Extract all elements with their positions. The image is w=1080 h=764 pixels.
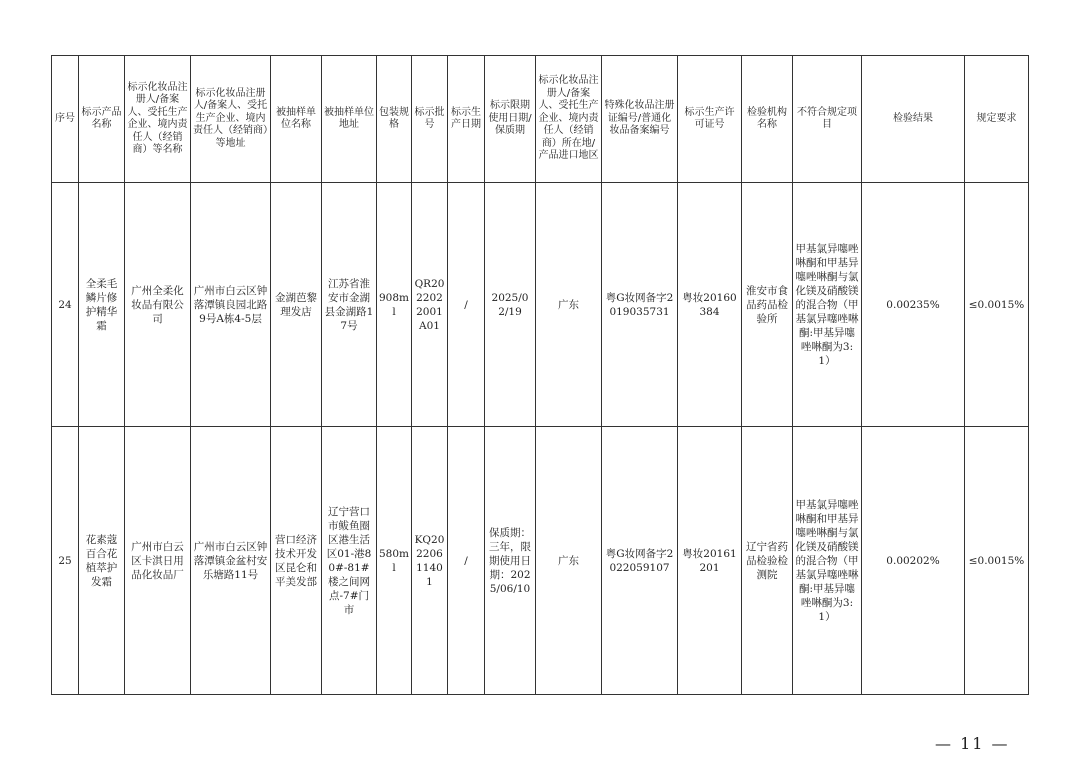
cell-lab: 辽宁省药品检验检测院 bbox=[742, 427, 793, 695]
cell-address: 广州市白云区钟落潭镇金盆村安乐塘路11号 bbox=[191, 427, 271, 695]
cell-batch: QR2022022001A01 bbox=[412, 183, 448, 427]
cell-company: 广州全柔化妆品有限公司 bbox=[125, 183, 191, 427]
header-row bbox=[52, 56, 1029, 183]
cell-address: 广州市白云区钟落潭镇良园北路9号A栋4-5层 bbox=[191, 183, 271, 427]
header-cell-sampled-unit: 被抽样单位名称 bbox=[271, 56, 322, 183]
cell-region: 广东 bbox=[536, 183, 602, 427]
header-cell-license: 标示生产许可证号 bbox=[678, 56, 742, 183]
cell-spec: 908ml bbox=[377, 183, 412, 427]
cell-license: 粤妆20160384 bbox=[678, 183, 742, 427]
header-cell-company: 标示化妆品注册人/备案人、受托生产企业、境内责任人（经销商）等名称 bbox=[125, 56, 191, 183]
cell-license: 粤妆20161201 bbox=[678, 427, 742, 695]
cell-sampled-unit: 金湖芭黎理发店 bbox=[271, 183, 322, 427]
header-cell-batch: 标示批号 bbox=[412, 56, 448, 183]
cell-result: 0.00202% bbox=[862, 427, 965, 695]
cell-no: 24 bbox=[52, 183, 79, 427]
cell-company: 广州市白云区卡淇日用品化妆品厂 bbox=[125, 427, 191, 695]
cell-sampled-address: 江苏省淮安市金湖县金湖路17号 bbox=[322, 183, 377, 427]
cell-prod-date: / bbox=[448, 427, 485, 695]
table-row bbox=[52, 183, 1029, 427]
cell-sampled-unit: 营口经济技术开发区昆仑和平美发部 bbox=[271, 427, 322, 695]
cell-expiry: 2025/02/19 bbox=[485, 183, 536, 427]
header-cell-result: 检验结果 bbox=[862, 56, 965, 183]
header-cell-spec: 包装规格 bbox=[377, 56, 412, 183]
header-cell-region: 标示化妆品注册人/备案人、受托生产企业、境内责任人（经销商）所在地/产品进口地区 bbox=[536, 56, 602, 183]
header-cell-prod-date: 标示生产日期 bbox=[448, 56, 485, 183]
cell-item: 甲基氯异噻唑啉酮和甲基异噻唑啉酮与氯化镁及硝酸镁的混合物（甲基氯异噻唑啉酮:甲基异噻唑啉酮为3:1） bbox=[793, 427, 862, 695]
header-cell-reg-no: 特殊化妆品注册证编号/普通化妆品备案编号 bbox=[602, 56, 678, 183]
header-cell-expiry: 标示限期使用日期/保质期 bbox=[485, 56, 536, 183]
cell-reg-no: 粤G妆网备字2022059107 bbox=[602, 427, 678, 695]
cell-product: 花素蔻百合花植萃护发霜 bbox=[79, 427, 125, 695]
cell-no: 25 bbox=[52, 427, 79, 695]
table-row bbox=[52, 427, 1029, 695]
cell-sampled-address: 辽宁营口市鲅鱼圈区港生活区01-港80#-81#楼之间网点-7#门市 bbox=[322, 427, 377, 695]
cell-limit: ≤0.0015% bbox=[965, 427, 1029, 695]
cell-item: 甲基氯异噻唑啉酮和甲基异噻唑啉酮与氯化镁及硝酸镁的混合物（甲基氯异噻唑啉酮:甲基异噻唑啉酮为3:1） bbox=[793, 183, 862, 427]
page-number: — 11 — bbox=[935, 734, 1010, 753]
cell-limit: ≤0.0015% bbox=[965, 183, 1029, 427]
cell-lab: 淮安市食品药品检验所 bbox=[742, 183, 793, 427]
header-cell-item: 不符合规定项目 bbox=[793, 56, 862, 183]
inspection-results-table bbox=[51, 55, 1029, 695]
header-cell-sampled-address: 被抽样单位地址 bbox=[322, 56, 377, 183]
cell-region: 广东 bbox=[536, 427, 602, 695]
cell-spec: 580ml bbox=[377, 427, 412, 695]
cell-result: 0.00235% bbox=[862, 183, 965, 427]
header-cell-product: 标示产品名称 bbox=[79, 56, 125, 183]
cell-batch: KQ20220611401 bbox=[412, 427, 448, 695]
cell-prod-date: / bbox=[448, 183, 485, 427]
header-cell-no: 序号 bbox=[52, 56, 79, 183]
header-cell-lab: 检验机构名称 bbox=[742, 56, 793, 183]
header-cell-limit: 规定要求 bbox=[965, 56, 1029, 183]
header-cell-address: 标示化妆品注册人/备案人、受托生产企业、境内责任人（经销商）等地址 bbox=[191, 56, 271, 183]
cell-product: 全柔毛鳞片修护精华霜 bbox=[79, 183, 125, 427]
cell-expiry: 保质期：三年，限期使用日期：2025/06/10 bbox=[485, 427, 536, 695]
cell-reg-no: 粤G妆网备字2019035731 bbox=[602, 183, 678, 427]
